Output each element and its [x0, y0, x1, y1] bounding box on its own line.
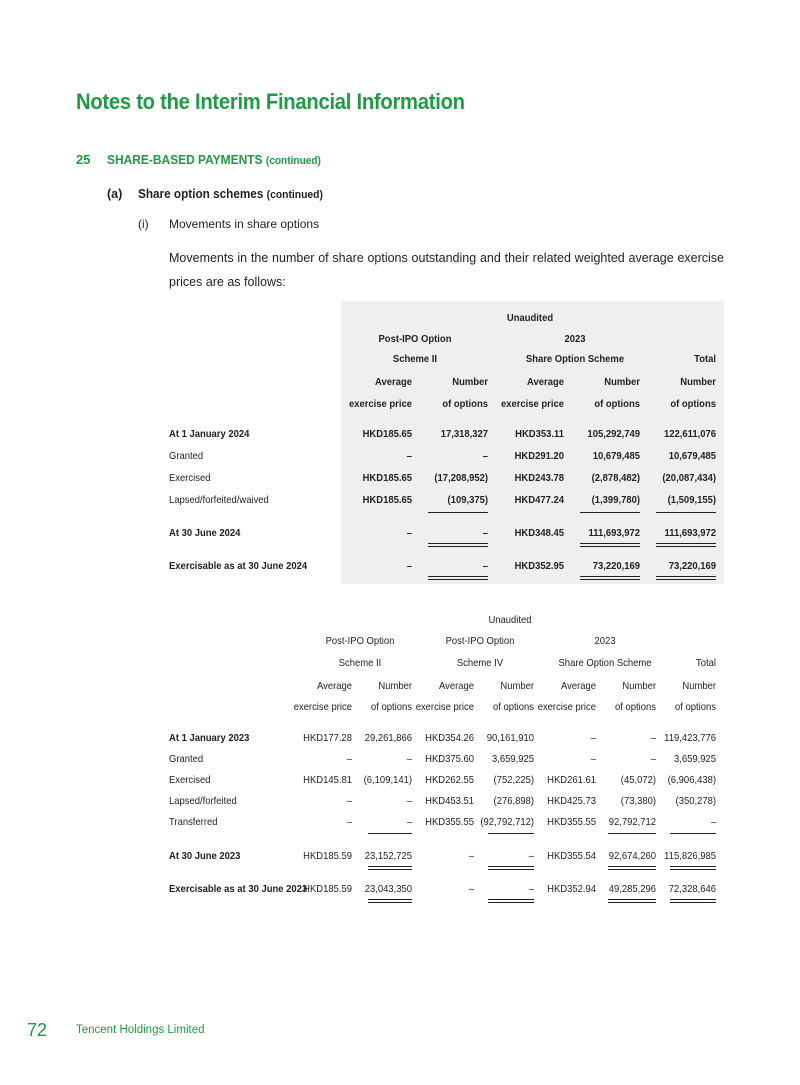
table-2024-group3-line2: Total [694, 353, 716, 365]
table-2024-row-label: Exercised [169, 472, 211, 484]
page-number: 72 [27, 1020, 48, 1040]
table-2024-cell: – [482, 560, 488, 572]
table-2023-cell: 90,161,910 [486, 732, 534, 744]
section-continued: (continued) [265, 155, 321, 167]
table-2024-colhead: of options [670, 398, 716, 410]
total-double-rule [580, 543, 640, 547]
subtotal-rule [670, 833, 716, 834]
table-2023-cell: HKD177.28 [303, 732, 352, 744]
table-2023-cell: HKD352.94 [547, 883, 596, 895]
table-2024-cell: (1,509,155) [667, 494, 716, 506]
table-2023-colhead: of options [615, 701, 656, 713]
table-2024-row-label: At 30 June 2024 [169, 527, 241, 539]
table-2023-cell: 23,043,350 [364, 883, 412, 895]
table-2024-group2-line1: 2023 [564, 333, 586, 345]
table-2023-group2-line1: Post-IPO Option [445, 635, 515, 647]
table-2024-group2-line2: Share Option Scheme [525, 353, 625, 365]
table-2023-group1-line2: Scheme II [338, 657, 382, 669]
table-2024-group1-line2: Scheme II [392, 353, 438, 365]
table-2023-group4-line2: Total [696, 657, 716, 669]
table-2023-cell: – [468, 850, 474, 862]
table-2023-cell: (752,225) [493, 774, 534, 786]
table-2023-cell: – [406, 753, 412, 765]
table-2024-row-label: Lapsed/forfeited/waived [169, 494, 269, 506]
subsection-heading [138, 187, 323, 201]
table-2024-unaudited: Unaudited [506, 312, 554, 324]
table-2024-colhead: Number [452, 376, 488, 388]
table-2023-cell: 29,261,866 [364, 732, 412, 744]
table-2024-cell: (20,087,434) [662, 472, 716, 484]
total-double-rule [656, 576, 716, 580]
table-2023-row-label: Transferred [169, 816, 218, 828]
table-2023-group3-line2: Share Option Scheme [558, 657, 652, 669]
total-double-rule [428, 576, 488, 580]
table-2023-colhead: Number [682, 680, 716, 692]
table-2024-cell: 10,679,485 [592, 450, 640, 462]
table-2023-cell: – [346, 816, 352, 828]
table-2023-colhead: Number [622, 680, 656, 692]
table-2024-cell: HKD185.65 [362, 472, 412, 484]
subtotal-rule [656, 512, 716, 513]
table-2023-colhead: Average [316, 680, 352, 692]
table-2023-colhead: Number [378, 680, 412, 692]
publisher-name: Tencent Holdings Limited [76, 1024, 205, 1036]
subtotal-rule [580, 512, 640, 513]
table-2023-colhead: exercise price [415, 701, 474, 713]
section-heading [107, 152, 321, 167]
section-title: SHARE-BASED PAYMENTS [107, 152, 263, 167]
table-2023-cell: HKD355.54 [547, 850, 596, 862]
total-double-rule [488, 899, 534, 903]
table-2023-cell: HKD262.55 [425, 774, 474, 786]
table-2023-cell: HKD185.59 [303, 850, 352, 862]
table-2023-cell: HKD375.60 [425, 753, 474, 765]
table-2024-colhead: Average [527, 376, 564, 388]
table-2024-cell: 17,318,327 [440, 428, 488, 440]
table-2023-cell: 72,328,646 [668, 883, 716, 895]
table-2023-colhead: of options [493, 701, 534, 713]
table-2024-cell: HKD185.65 [362, 494, 412, 506]
table-2023-colhead: exercise price [537, 701, 596, 713]
total-double-rule [368, 866, 412, 870]
subtotal-rule [428, 512, 488, 513]
total-double-rule [656, 543, 716, 547]
total-double-rule [428, 543, 488, 547]
subtotal-rule [608, 833, 656, 834]
table-2023-cell: HKD261.61 [547, 774, 596, 786]
table-2023-cell: 115,826,985 [664, 850, 716, 862]
table-2023-cell: HKD355.55 [547, 816, 596, 828]
table-2023-cell: 23,152,725 [364, 850, 412, 862]
table-2024-cell: (2,878,482) [591, 472, 640, 484]
table-2023-cell: – [710, 816, 716, 828]
item-title: Movements in share options [169, 217, 320, 231]
table-2023-cell: – [590, 732, 596, 744]
subtotal-rule [488, 833, 534, 834]
table-2023-cell: – [468, 883, 474, 895]
table-2023-cell: (73,380) [620, 795, 656, 807]
table-2023-row-label: Exercisable as at 30 June 2023 [169, 883, 308, 895]
table-2024-cell: 105,292,749 [587, 428, 640, 440]
total-double-rule [488, 866, 534, 870]
table-2024-group1-line1: Post-IPO Option [378, 333, 452, 345]
table-2023-cell: 3,659,925 [491, 753, 534, 765]
table-2023-cell: 3,659,925 [673, 753, 716, 765]
table-2024-cell: HKD185.65 [362, 428, 412, 440]
table-2024-cell: (1,399,780) [591, 494, 640, 506]
table-2024-colhead: exercise price [348, 398, 412, 410]
subsection-label: (a) [107, 187, 123, 201]
item-label: (i) [138, 217, 149, 231]
table-2023-cell: HKD145.81 [303, 774, 352, 786]
table-2024-cell: HKD477.24 [514, 494, 564, 506]
total-double-rule [670, 866, 716, 870]
table-2023-cell: HKD453.51 [425, 795, 474, 807]
table-2023-unaudited: Unaudited [488, 614, 532, 626]
table-2024-cell: 73,220,169 [592, 560, 640, 572]
table-2023-cell: – [528, 883, 534, 895]
table-2024-cell: 10,679,485 [668, 450, 716, 462]
table-2024-cell: 122,611,076 [663, 428, 716, 440]
table-2024-cell: – [406, 450, 412, 462]
total-double-rule [670, 899, 716, 903]
total-double-rule [580, 576, 640, 580]
table-2023-cell: – [406, 816, 412, 828]
table-2023-cell: 92,792,712 [608, 816, 656, 828]
table-2023-group2-line2: Scheme IV [456, 657, 504, 669]
table-2023-cell: (350,278) [675, 795, 716, 807]
table-2023-cell: (6,906,438) [667, 774, 716, 786]
table-2024-cell: (17,208,952) [434, 472, 488, 484]
table-2023-cell: – [406, 795, 412, 807]
table-2024-cell: HKD348.45 [514, 527, 564, 539]
table-2023-colhead: Average [560, 680, 596, 692]
table-2023-cell: – [528, 850, 534, 862]
section-number: 25 [76, 152, 91, 167]
page-title: Notes to the Interim Financial Information [76, 89, 465, 114]
subsection-title: Share option schemes [138, 187, 264, 201]
table-2023-colhead: of options [675, 701, 716, 713]
table-2024-row-label: Granted [169, 450, 204, 462]
table-2024-cell: HKD243.78 [514, 472, 564, 484]
table-2024-cell: – [406, 527, 412, 539]
table-2023-cell: (6,109,141) [363, 774, 412, 786]
table-2023-cell: HKD354.26 [425, 732, 474, 744]
table-2023-row-label: Granted [169, 753, 204, 765]
table-2023-cell: – [346, 753, 352, 765]
table-2023-colhead: of options [371, 701, 412, 713]
table-2024-cell: HKD352.95 [514, 560, 564, 572]
table-2024-colhead: Number [604, 376, 640, 388]
table-2023-cell: 49,285,296 [608, 883, 656, 895]
table-2024-cell: – [482, 450, 488, 462]
table-2024-row-label: Exercisable as at 30 June 2024 [169, 560, 308, 572]
table-2024-colhead: exercise price [500, 398, 564, 410]
table-2023-cell: (45,072) [620, 774, 656, 786]
table-2024-cell: – [406, 560, 412, 572]
table-2023-group1-line1: Post-IPO Option [325, 635, 395, 647]
table-2023-cell: (92,792,712) [480, 816, 534, 828]
table-2023-row-label: Lapsed/forfeited [169, 795, 237, 807]
total-double-rule [368, 899, 412, 903]
table-2024-cell: (109,375) [447, 494, 488, 506]
table-2024-row-label: At 1 January 2024 [169, 428, 250, 440]
table-2024-colhead: Number [680, 376, 716, 388]
table-2023-colhead: Average [438, 680, 474, 692]
total-double-rule [608, 899, 656, 903]
subsection-continued: (continued) [266, 189, 323, 201]
table-2023-cell: (276,898) [493, 795, 534, 807]
table-2023-cell: – [590, 753, 596, 765]
intro-paragraph: Movements in the number of share options outstanding and their related weighted average exercise prices are as follows: [169, 251, 724, 289]
table-2023-cell: – [650, 732, 656, 744]
table-2023-cell: HKD425.73 [547, 795, 596, 807]
table-2023-group3-line1: 2023 [594, 635, 616, 647]
table-2023-cell: HKD185.59 [303, 883, 352, 895]
table-2024-colhead: of options [594, 398, 640, 410]
table-2024-cell: – [482, 527, 488, 539]
subtotal-rule [368, 833, 412, 834]
table-2023-row-label: Exercised [169, 774, 211, 786]
table-2023-row-label: At 1 January 2023 [169, 732, 250, 744]
table-2023-colhead: exercise price [293, 701, 352, 713]
table-2023-cell: 119,423,776 [664, 732, 716, 744]
table-2023-cell: – [650, 753, 656, 765]
table-2023-row-label: At 30 June 2023 [169, 850, 241, 862]
table-2023-colhead: Number [500, 680, 534, 692]
total-double-rule [608, 866, 656, 870]
table-2024-cell: 73,220,169 [668, 560, 716, 572]
table-2024-cell: HKD291.20 [514, 450, 564, 462]
table-2024-cell: HKD353.11 [515, 428, 564, 440]
table-2023-cell: HKD355.55 [425, 816, 474, 828]
table-2023-cell: 92,674,260 [608, 850, 656, 862]
table-2024-colhead: of options [442, 398, 488, 410]
table-2024-colhead: Average [375, 376, 412, 388]
table-2023-cell: – [346, 795, 352, 807]
table-2024-cell: 111,693,972 [588, 527, 640, 539]
table-2024-cell: 111,693,972 [664, 527, 716, 539]
